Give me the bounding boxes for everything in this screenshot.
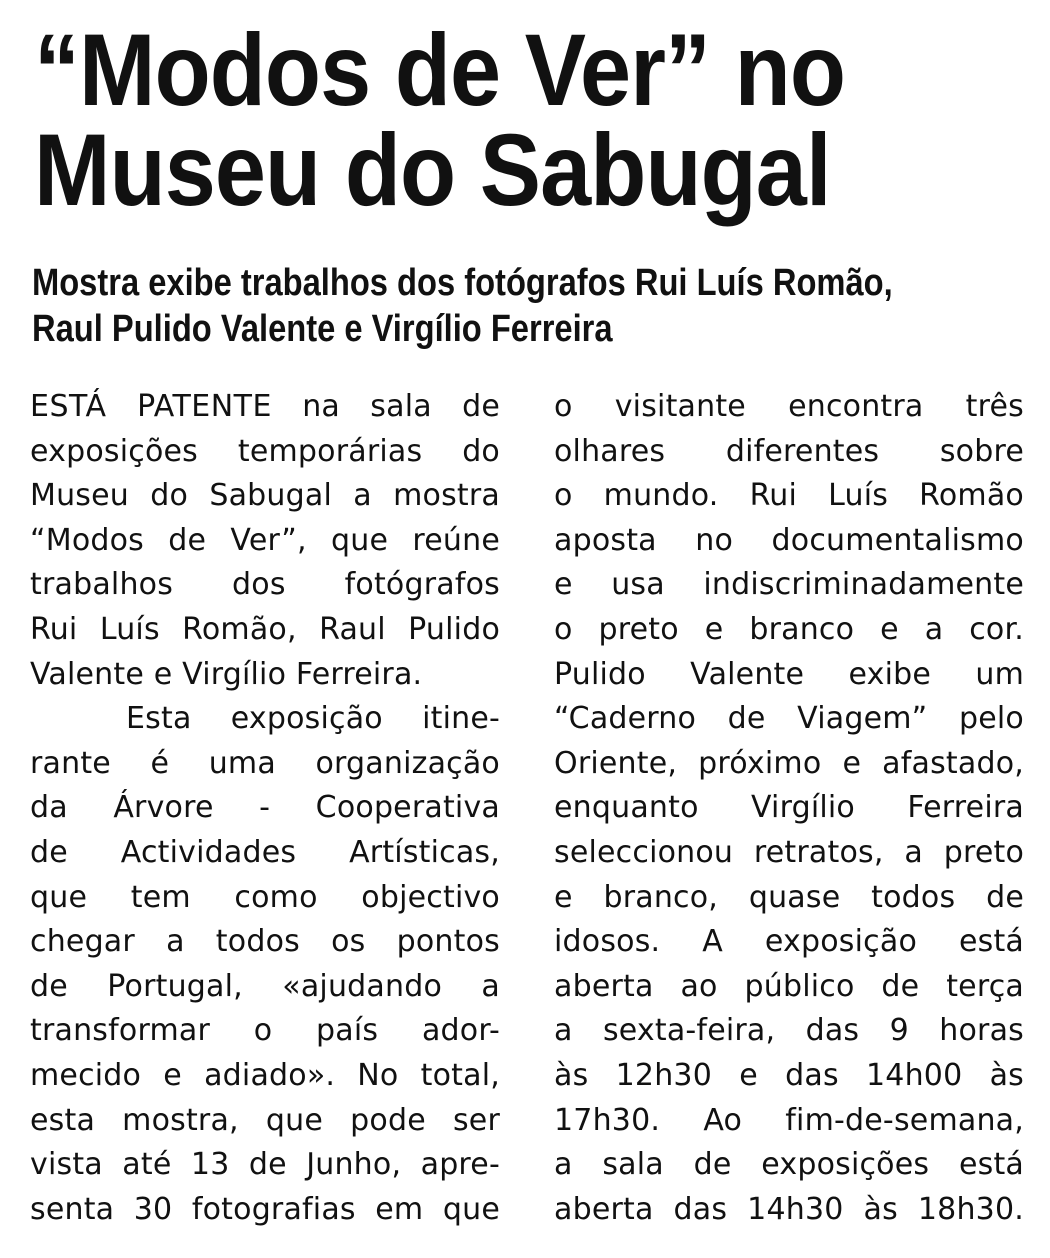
body-line: exposições temporárias do <box>30 433 500 469</box>
body-line: chegar a todos os pontos <box>30 924 500 960</box>
headline-line-1: “Modos de Ver” no <box>34 13 845 127</box>
body-line: o preto e branco e a cor. <box>554 611 1024 647</box>
headline-line-2: Museu do Sabugal <box>34 113 831 227</box>
body-line: a sala de exposições está <box>554 1147 1024 1183</box>
body-line: de Actividades Artísticas, <box>30 834 500 870</box>
body-line: “Modos de Ver”, que reúne <box>30 522 500 558</box>
body-line: olhares diferentes sobre <box>554 433 1024 469</box>
body-line: enquanto Virgílio Ferreira <box>554 790 1024 826</box>
lead-in: ESTÁ PATENTE <box>30 389 272 424</box>
body-line: às 12h30 e das 14h00 às <box>554 1057 1024 1093</box>
article-headline <box>34 13 925 227</box>
body-line: esta mostra, que pode ser <box>30 1102 500 1138</box>
body-line: vista até 13 de Junho, apre- <box>30 1147 500 1183</box>
body-line: da Árvore - Cooperativa <box>30 790 500 826</box>
body-line: aberta das 14h30 às 18h30. <box>554 1191 1024 1227</box>
body-line: rante é uma organização <box>30 745 500 781</box>
body-line: e branco, quase todos de <box>554 879 1024 915</box>
subtitle-line-2: Raul Pulido Valente e Virgílio Ferreira <box>32 308 613 350</box>
body-line: mecido e adiado». No total, <box>30 1057 500 1093</box>
body-line: “Caderno de Viagem” pelo <box>554 701 1024 737</box>
body-line: trabalhos dos fotógrafos <box>30 567 500 603</box>
article-subtitle <box>32 260 892 352</box>
body-line: e usa indiscriminadamente <box>554 567 1024 603</box>
body-line: idosos. A exposição está <box>554 924 1024 960</box>
body-line: que tem como objectivo <box>30 879 500 915</box>
body-line: aposta no documentalismo <box>554 522 1024 558</box>
body-line: Valente e Virgílio Ferreira. <box>30 656 423 692</box>
body-line: Pulido Valente exibe um <box>554 656 1024 692</box>
body-line: senta 30 fotografias em que <box>30 1191 500 1227</box>
body-line: transformar o país ador- <box>30 1013 500 1049</box>
body-line: o visitante encontra três <box>554 389 1024 424</box>
body-line: o mundo. Rui Luís Romão <box>554 478 1024 514</box>
body-column-left <box>30 385 500 1232</box>
body-line: 17h30. Ao fim-de-semana, <box>554 1102 1024 1138</box>
body-line: Rui Luís Romão, Raul Pulido <box>30 611 500 647</box>
body-line: Esta exposição itine- <box>126 701 500 737</box>
body-line: a sexta-feira, das 9 horas <box>554 1013 1024 1049</box>
body-line: seleccionou retratos, a preto <box>554 834 1024 870</box>
subtitle-line-1: Mostra exibe trabalhos dos fotógrafos Rui Luís Romão, <box>32 262 893 304</box>
body-line: de Portugal, «ajudando a <box>30 968 500 1004</box>
body-column-right <box>554 385 1024 1232</box>
body-line: aberta ao público de terça <box>554 968 1024 1004</box>
body-line: Oriente, próximo e afastado, <box>554 745 1024 781</box>
body-line: Museu do Sabugal a mostra <box>30 478 500 514</box>
body-line: ESTÁ PATENTE na sala de <box>30 389 500 424</box>
